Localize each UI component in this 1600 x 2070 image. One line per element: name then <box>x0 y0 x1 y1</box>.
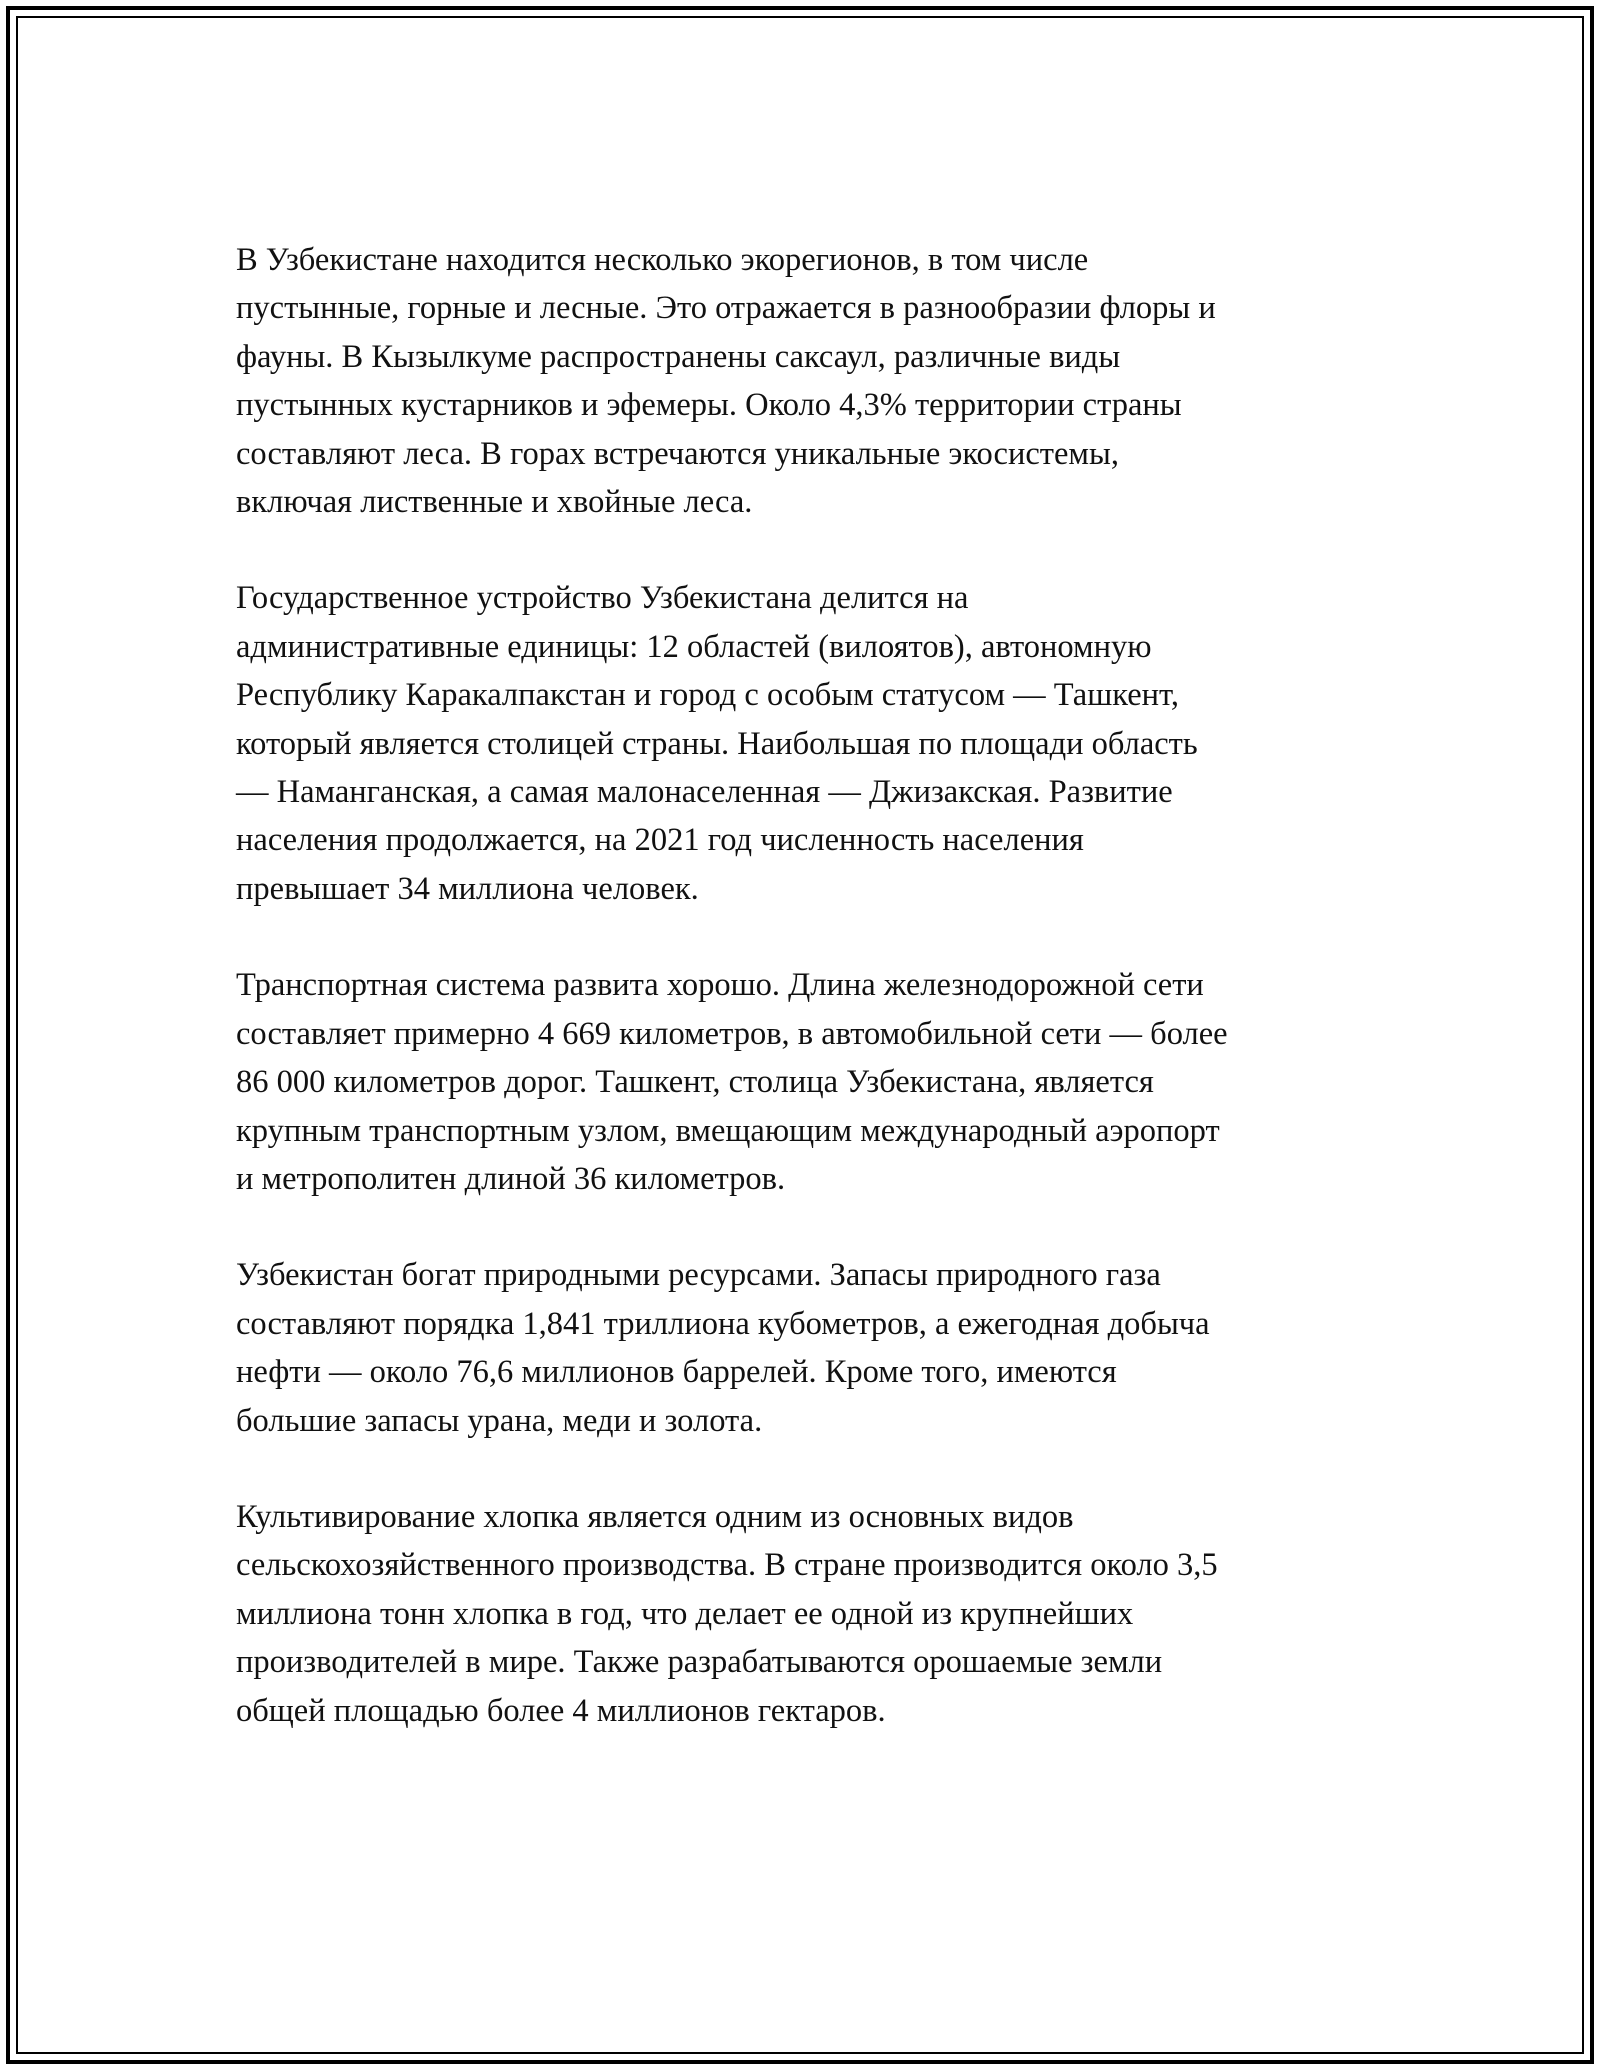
text-line: фауны. В Кызылкуме распространены саксаул, различные виды <box>236 338 1121 375</box>
text-line: который является столицей страны. Наибольшая по площади область <box>236 725 1198 762</box>
paragraph-transport <box>236 961 1364 1203</box>
text-line: Государственное устройство Узбекистана делится на <box>236 580 969 617</box>
text-line: Транспортная система развита хорошо. Длина железнодорожной сети <box>236 967 1204 1004</box>
text-line: большие запасы урана, меди и золота. <box>236 1402 763 1439</box>
paragraph-cotton <box>236 1493 1364 1735</box>
text-line: составляет примерно 4 669 километров, в автомобильной сети — более <box>236 1015 1228 1052</box>
text-line: пустынные, горные и лесные. Это отражается в разнообразии флоры и <box>236 290 1216 327</box>
text-line: превышает 34 миллиона человек. <box>236 870 699 907</box>
text-line: общей площадью более 4 миллионов гектаров. <box>236 1692 886 1729</box>
text-line: включая лиственные и хвойные леса. <box>236 484 753 521</box>
text-line: В Узбекистане находится несколько экорегионов, в том числе <box>236 242 1089 278</box>
text-line: Узбекистан богат природными ресурсами. Запасы природного газа <box>236 1257 1161 1294</box>
text-line: нефти — около 76,6 миллионов баррелей. Кроме того, имеются <box>236 1354 1117 1391</box>
text-line: Республику Каракалпакстан и город с особым статусом — Ташкент, <box>236 677 1179 714</box>
text-line: сельскохозяйственного производства. В стране производится около 3,5 <box>236 1547 1218 1584</box>
text-line: Культивирование хлопка является одним из основных видов <box>236 1498 1074 1535</box>
text-line: и метрополитен длиной 36 километров. <box>236 1160 786 1197</box>
text-line: миллиона тонн хлопка в год, что делает ее одной из крупнейших <box>236 1595 1134 1632</box>
text-line: составляют леса. В горах встречаются уникальные экосистемы, <box>236 435 1119 472</box>
text-line: населения продолжается, на 2021 год численность населения <box>236 822 1084 859</box>
text-line: крупным транспортным узлом, вмещающим международный аэропорт <box>236 1112 1220 1149</box>
paragraph-resources <box>236 1251 1364 1445</box>
text-line: производителей в мире. Также разрабатываются орошаемые земли <box>236 1644 1163 1681</box>
paragraph-ecoregions <box>236 236 1364 526</box>
text-line: составляют порядка 1,841 триллиона кубометров, а ежегодная добыча <box>236 1305 1210 1342</box>
text-line: административные единицы: 12 областей (вилоятов), автономную <box>236 628 1152 665</box>
paragraph-government <box>236 574 1364 913</box>
text-line: — Наманганская, а самая малонаселенная — Джизакская. Развитие <box>236 774 1173 811</box>
text-line: пустынных кустарников и эфемеры. Около 4,3% территории страны <box>236 387 1182 424</box>
document-body <box>236 236 1364 1783</box>
text-line: 86 000 километров дорог. Ташкент, столица Узбекистана, является <box>236 1064 1154 1101</box>
